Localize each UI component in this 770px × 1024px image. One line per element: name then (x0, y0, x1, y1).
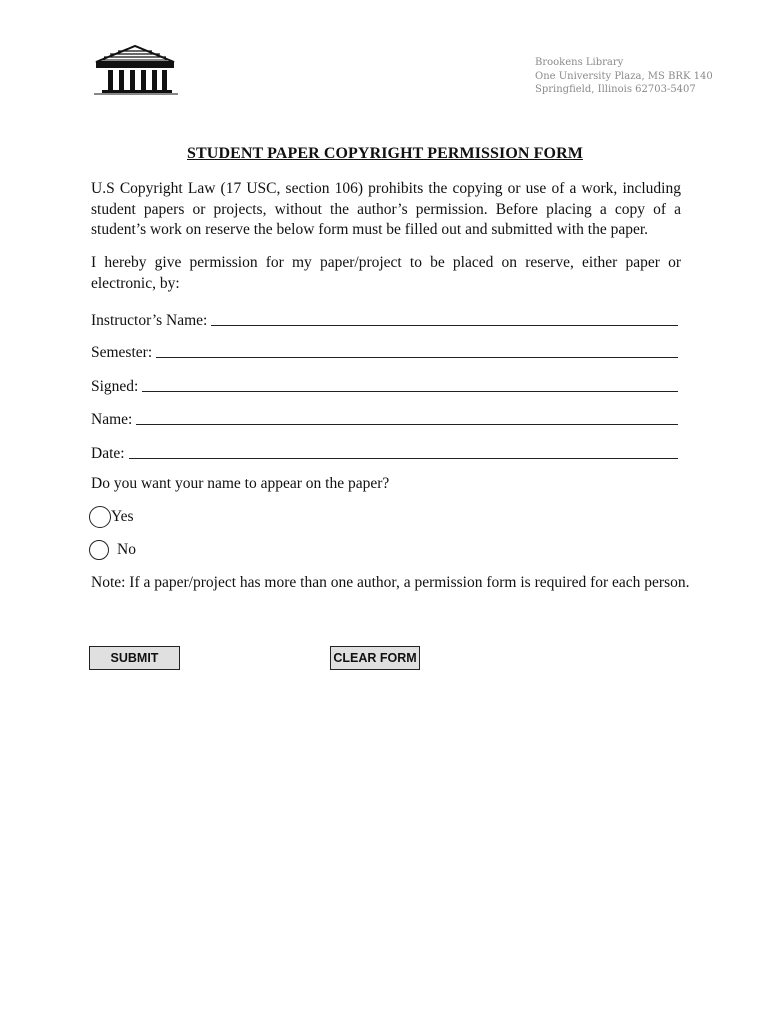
yes-label: Yes (111, 508, 134, 525)
name-field (91, 407, 678, 429)
address-line-3: Springfield, Illinois 62703-5407 (535, 84, 696, 95)
name-label: Name: (91, 411, 133, 428)
yes-radio-button[interactable] (89, 506, 111, 528)
instructor-name-field (91, 308, 678, 330)
instructor-name-input[interactable] (211, 309, 678, 326)
instructor-name-label: Instructor’s Name: (91, 312, 208, 329)
semester-field (91, 340, 678, 362)
semester-label: Semester: (91, 344, 153, 361)
address-line-2: One University Plaza, MS BRK 140 (535, 70, 713, 82)
name-appear-question: Do you want your name to appear on the paper? (91, 475, 390, 492)
signed-label: Signed: (91, 378, 139, 395)
name-input[interactable] (136, 408, 678, 425)
form-title: STUDENT PAPER COPYRIGHT PERMISSION FORM (187, 145, 583, 162)
multiple-author-note: Note: If a paper/project has more than one author, a permission form is required for each person. (91, 574, 690, 591)
clear-form-button[interactable]: CLEAR FORM (330, 646, 420, 670)
library-building-logo-icon (92, 44, 178, 96)
option-yes[interactable] (89, 506, 134, 528)
date-input[interactable] (129, 442, 678, 459)
signed-field (91, 374, 678, 396)
no-label: No (117, 541, 136, 558)
address-line-1: Brookens Library (535, 57, 624, 68)
semester-input[interactable] (156, 341, 678, 358)
permission-paragraph: I hereby give permission for my paper/project to be placed on reserve, either paper or electronic, by: (91, 254, 681, 292)
signed-input[interactable] (142, 375, 678, 392)
date-label: Date: (91, 445, 125, 462)
no-radio-button[interactable] (89, 540, 109, 560)
intro-paragraph: U.S Copyright Law (17 USC, section 106) prohibits the copying or use of a work, including student papers or projects, without the author’s permission. Before placing a copy of a student’s work on reserve the below form must be filled out and submitted with the paper. (91, 180, 681, 238)
submit-button[interactable]: SUBMIT (89, 646, 180, 670)
library-address (535, 56, 713, 97)
option-no[interactable] (89, 540, 136, 560)
date-field (91, 441, 678, 463)
